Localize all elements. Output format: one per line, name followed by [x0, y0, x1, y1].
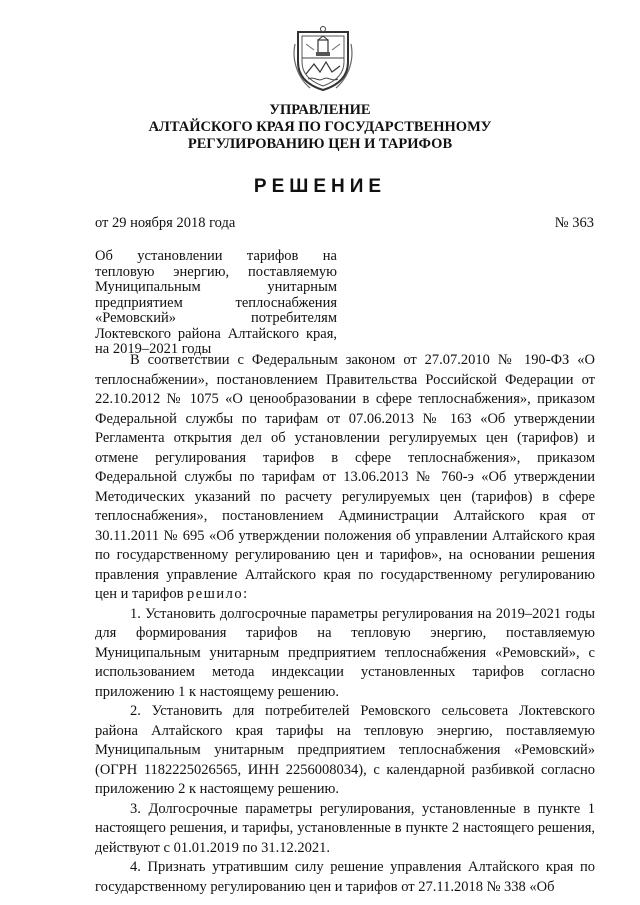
document-type-title: РЕШЕНИЕ — [253, 176, 387, 197]
decided-word: решило — [187, 586, 244, 602]
document-subject: Об установлении тарифов на тепловую энергию, поставляемую Муниципальным унитарным предприятием теплоснабжения «Ремовский» потребителям Локтевского района Алтайского края, на 2019–2021 годы — [95, 248, 337, 357]
preamble-paragraph — [95, 351, 595, 605]
decision-item-2: 2. Установить для потребителей Ремовского сельсовета Локтевского района Алтайского края тарифы на тепловую энергию, поставляемую Муниципальным унитарным предприятием теплоснабжения «Ремовский» (ОГРН 1182225026565, ИНН 2256008034), с календарной разбивкой согласно приложению 2 к настоящему решению. — [95, 703, 595, 797]
document-number: № 363 — [554, 215, 594, 231]
org-name-line-1: УПРАВЛЕНИЕ — [269, 102, 371, 118]
altai-krai-coat-of-arms-icon — [292, 24, 354, 92]
decided-suffix: : — [243, 586, 248, 602]
org-name-line-2: АЛТАЙСКОГО КРАЯ ПО ГОСУДАРСТВЕННОМУ — [148, 119, 492, 135]
preamble-text: В соответствии с Федеральным законом от 27.07.2010 № 190-ФЗ «О теплоснабжении», постановлением Правительства Российской Федерации от 22.10.2012 № 1075 «О ценообразовании в сфере теплоснабжения», приказом Федеральной службы по тарифам от 07.06.2013 № 163 «Об утверждении Регламента открытия дел об установлении регулируемых цен (тарифов) и отмене регулирования тарифов в сфере теплоснабжения», приказом Федеральной службы по тарифам от 13.06.2013 № 760-э «Об утверждении Методических указаний по расчету регулируемых цен (тарифов) в сфере теплоснабжения», постановлением Администрации Алтайского края от 30.11.2011 № 695 «Об утверждении положения об управлении Алтайского края по государственному регулированию цен и тарифов», на основании решения правления управление Алтайского края по государственному регулированию цен и тарифов — [95, 352, 595, 602]
document-date: от 29 ноября 2018 года — [95, 215, 236, 231]
decision-item-1: 1. Установить долгосрочные параметры регулирования на 2019–2021 годы для формирования тарифов на тепловую энергию, поставляемую Муниципальным унитарным предприятием теплоснабжения «Ремовский», с использованием метода индексации установленных тарифов согласно приложению 1 к настоящему решению. — [95, 605, 595, 700]
decision-item-3: 3. Долгосрочные параметры регулирования, установленные в пункте 1 настоящего решения, и тарифы, установленные в пункте 2 настоящего решения, действуют с 01.01.2019 по 31.12.2021. — [95, 800, 595, 856]
org-name-line-3: РЕГУЛИРОВАНИЮ ЦЕН И ТАРИФОВ — [187, 136, 453, 152]
document-body — [95, 351, 595, 897]
decision-item-4: 4. Признать утратившим силу решение управления Алтайского края по государственному регулированию цен и тарифов от 27.11.2018 № 338 «Об — [95, 859, 595, 895]
